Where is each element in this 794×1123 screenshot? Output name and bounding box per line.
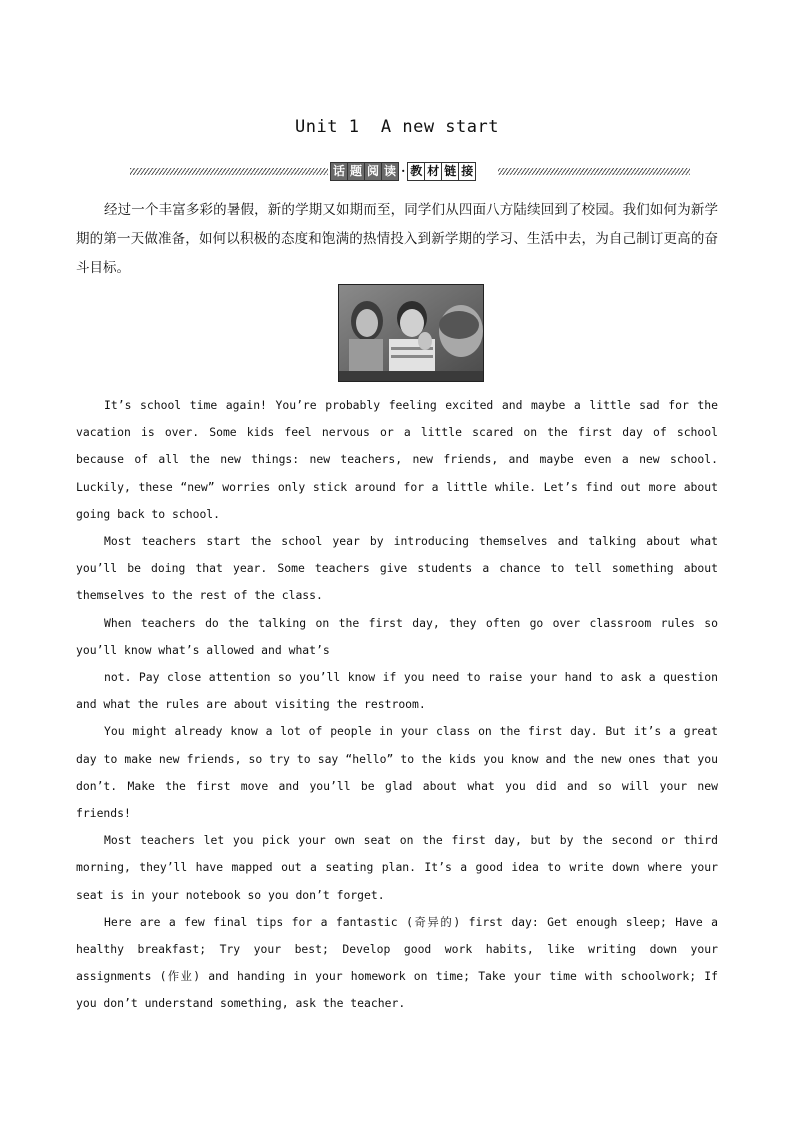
banner-char: 读: [384, 163, 397, 178]
banner-separator: ·: [401, 164, 406, 178]
banner-char: 接: [461, 163, 474, 178]
banner-char: 题: [348, 163, 365, 180]
section-divider: [130, 161, 690, 183]
section-banner: [330, 161, 476, 181]
intro-paragraph: 经过一个丰富多彩的暑假，新的学期又如期而至，同学们从四面八方陆续回到了校园。我们如何为新学期的第一天做准备，如何以积极的态度和饱满的热情投入到新学期的学习、生活中去，为自己制订更高的奋斗目标。: [76, 202, 718, 276]
banner-char: 教: [408, 163, 425, 180]
classroom-photo: [338, 284, 484, 382]
article-paragraph: Here are a few final tips for a fantastic (奇异的) first day: Get enough sleep; Have a healthy breakfast; Try your best; Develop good work habits, like writing down your assignments (作业) and handing in your homework on time; Take your time with schoolwork; If you don’t understand something, ask the teacher.: [76, 914, 718, 1011]
article-paragraph: It’s school time again! You’re probably feeling excited and maybe a little sad for the vacation is over. Some kids feel nervous or a little scared on the first day of school because of all the new things: new teachers, new friends, and maybe even a new school. Luckily, these “new” worries only stick around for a little while. Let’s find out more about going back to school.: [76, 398, 718, 521]
banner-char: 话: [331, 163, 348, 180]
banner-char: 链: [442, 163, 459, 180]
article-paragraph: You might already know a lot of people in your class on the first day. But it’s a great day to make new friends, so try to say “hello” to the kids you know and the new ones that you don’t. Make the first move and you’ll be glad about what you did and so will your new friends!: [76, 724, 718, 821]
divider-hatch-right: [498, 168, 690, 175]
banner-textbook-link: [407, 162, 476, 181]
divider-hatch-left: [130, 168, 328, 175]
page-title: Unit 1 A new start: [295, 117, 499, 137]
banner-char: 材: [425, 163, 442, 180]
article-body: [76, 392, 718, 1018]
banner-char: 阅: [365, 163, 382, 180]
article-paragraph: not. Pay close attention so you’ll know if you need to raise your hand to ask a question and what the rules are about visiting the restroom.: [76, 670, 718, 712]
article-paragraph: Most teachers start the school year by introducing themselves and talking about what you’ll be doing that year. Some teachers give students a chance to tell something about themselves to the rest of the class.: [76, 534, 718, 603]
article-paragraph: Most teachers let you pick your own seat on the first day, but by the second or third morning, they’ll have mapped out a seating plan. It’s a good idea to write down where your seat is in your notebook so you don’t forget.: [76, 833, 718, 902]
banner-topic-reading: [330, 162, 399, 181]
article-paragraph: When teachers do the talking on the first day, they often go over classroom rules so you’ll know what’s allowed and what’s: [76, 615, 718, 657]
